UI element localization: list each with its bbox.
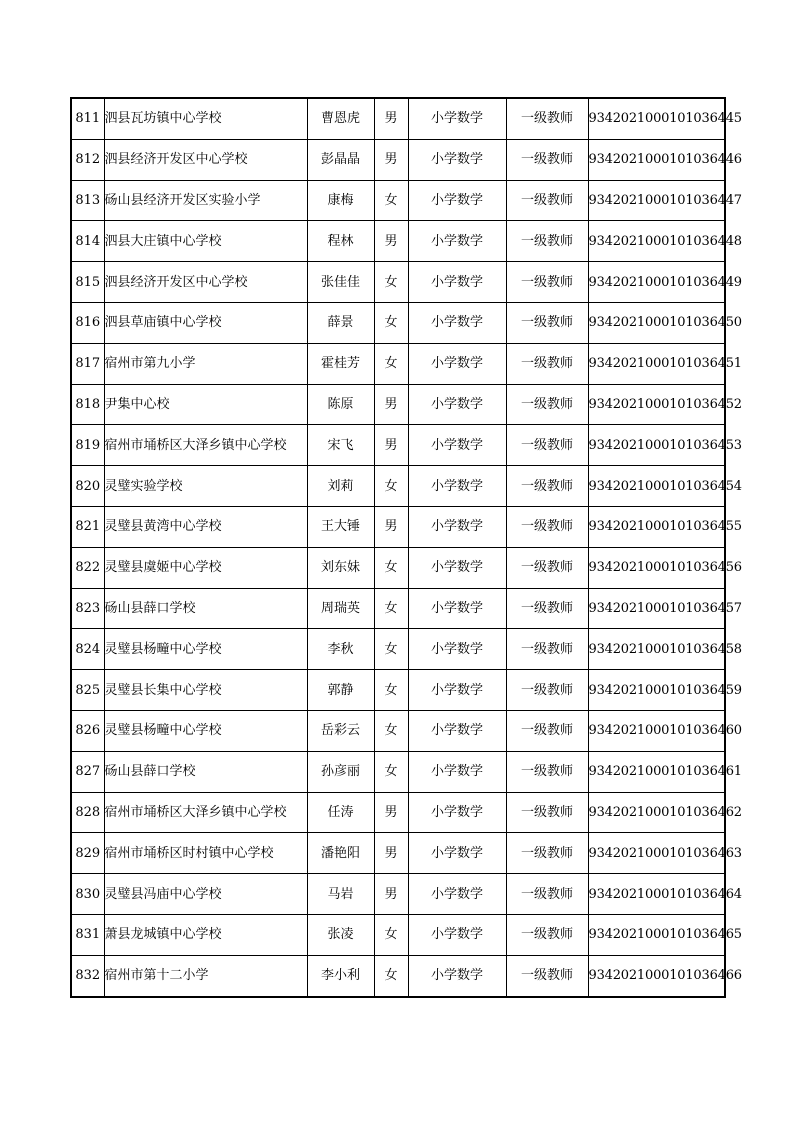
teacher-name: 陈原 bbox=[307, 384, 374, 425]
school-name: 萧县龙城镇中心学校 bbox=[104, 914, 307, 955]
teacher-roster-table bbox=[70, 97, 742, 998]
gender: 女 bbox=[374, 262, 408, 303]
gender: 男 bbox=[374, 833, 408, 874]
title-level: 一级教师 bbox=[506, 547, 588, 588]
row-number: 814 bbox=[71, 221, 104, 262]
school-name: 灵璧县杨疃中心学校 bbox=[104, 710, 307, 751]
row-number: 825 bbox=[71, 670, 104, 711]
school-name: 宿州市埇桥区大泽乡镇中心学校 bbox=[104, 792, 307, 833]
certificate-number: 9342021000101036459 bbox=[588, 670, 725, 711]
row-number: 819 bbox=[71, 425, 104, 466]
gender: 女 bbox=[374, 710, 408, 751]
school-name: 灵璧县杨疃中心学校 bbox=[104, 629, 307, 670]
row-number: 812 bbox=[71, 139, 104, 180]
table-row bbox=[71, 262, 725, 303]
teacher-name: 张佳佳 bbox=[307, 262, 374, 303]
school-name: 宿州市第十二小学 bbox=[104, 955, 307, 996]
table-row bbox=[71, 466, 725, 507]
gender: 男 bbox=[374, 425, 408, 466]
school-name: 泗县大庄镇中心学校 bbox=[104, 221, 307, 262]
row-number: 821 bbox=[71, 506, 104, 547]
table-row bbox=[71, 98, 725, 139]
table-row bbox=[71, 384, 725, 425]
gender: 男 bbox=[374, 139, 408, 180]
row-number: 827 bbox=[71, 751, 104, 792]
gender: 女 bbox=[374, 914, 408, 955]
subject: 小学数学 bbox=[408, 180, 506, 221]
roster-body bbox=[71, 98, 742, 997]
school-name: 宿州市第九小学 bbox=[104, 343, 307, 384]
row-number: 829 bbox=[71, 833, 104, 874]
gender: 男 bbox=[374, 874, 408, 915]
title-level: 一级教师 bbox=[506, 710, 588, 751]
row-number: 816 bbox=[71, 302, 104, 343]
teacher-name: 潘艳阳 bbox=[307, 833, 374, 874]
teacher-name: 任涛 bbox=[307, 792, 374, 833]
title-level: 一级教师 bbox=[506, 588, 588, 629]
row-number: 818 bbox=[71, 384, 104, 425]
subject: 小学数学 bbox=[408, 751, 506, 792]
certificate-number: 9342021000101036464 bbox=[588, 874, 725, 915]
school-name: 泗县经济开发区中心学校 bbox=[104, 262, 307, 303]
subject: 小学数学 bbox=[408, 833, 506, 874]
certificate-number: 9342021000101036447 bbox=[588, 180, 725, 221]
subject: 小学数学 bbox=[408, 506, 506, 547]
subject: 小学数学 bbox=[408, 425, 506, 466]
row-number: 826 bbox=[71, 710, 104, 751]
gender: 男 bbox=[374, 792, 408, 833]
certificate-number: 9342021000101036448 bbox=[588, 221, 725, 262]
teacher-name: 郭静 bbox=[307, 670, 374, 711]
gender: 女 bbox=[374, 343, 408, 384]
table-row bbox=[71, 874, 725, 915]
row-number: 822 bbox=[71, 547, 104, 588]
table-row bbox=[71, 547, 725, 588]
school-name: 宿州市埇桥区大泽乡镇中心学校 bbox=[104, 425, 307, 466]
certificate-number: 9342021000101036450 bbox=[588, 302, 725, 343]
title-level: 一级教师 bbox=[506, 670, 588, 711]
school-name: 宿州市埇桥区时村镇中心学校 bbox=[104, 833, 307, 874]
subject: 小学数学 bbox=[408, 98, 506, 139]
row-number: 820 bbox=[71, 466, 104, 507]
row-number: 830 bbox=[71, 874, 104, 915]
table-row bbox=[71, 670, 725, 711]
title-level: 一级教师 bbox=[506, 792, 588, 833]
row-number: 811 bbox=[71, 98, 104, 139]
certificate-number: 9342021000101036461 bbox=[588, 751, 725, 792]
subject: 小学数学 bbox=[408, 874, 506, 915]
title-level: 一级教师 bbox=[506, 221, 588, 262]
school-name: 泗县草庙镇中心学校 bbox=[104, 302, 307, 343]
gender: 女 bbox=[374, 670, 408, 711]
subject: 小学数学 bbox=[408, 139, 506, 180]
certificate-number: 9342021000101036466 bbox=[588, 955, 725, 996]
table-row bbox=[71, 710, 725, 751]
subject: 小学数学 bbox=[408, 629, 506, 670]
gender: 女 bbox=[374, 955, 408, 996]
teacher-name: 孙彦丽 bbox=[307, 751, 374, 792]
teacher-name: 薛景 bbox=[307, 302, 374, 343]
gender: 女 bbox=[374, 302, 408, 343]
school-name: 灵璧县长集中心学校 bbox=[104, 670, 307, 711]
gender: 男 bbox=[374, 98, 408, 139]
table-row bbox=[71, 914, 725, 955]
title-level: 一级教师 bbox=[506, 751, 588, 792]
certificate-number: 9342021000101036462 bbox=[588, 792, 725, 833]
school-name: 泗县瓦坊镇中心学校 bbox=[104, 98, 307, 139]
row-number: 813 bbox=[71, 180, 104, 221]
certificate-number: 9342021000101036455 bbox=[588, 506, 725, 547]
certificate-number: 9342021000101036446 bbox=[588, 139, 725, 180]
subject: 小学数学 bbox=[408, 670, 506, 711]
title-level: 一级教师 bbox=[506, 384, 588, 425]
row-number: 817 bbox=[71, 343, 104, 384]
school-name: 砀山县薛口学校 bbox=[104, 751, 307, 792]
title-level: 一级教师 bbox=[506, 629, 588, 670]
gender: 男 bbox=[374, 221, 408, 262]
row-number: 828 bbox=[71, 792, 104, 833]
certificate-number: 9342021000101036465 bbox=[588, 914, 725, 955]
school-name: 尹集中心校 bbox=[104, 384, 307, 425]
table-row bbox=[71, 221, 725, 262]
table-row bbox=[71, 506, 725, 547]
title-level: 一级教师 bbox=[506, 139, 588, 180]
subject: 小学数学 bbox=[408, 588, 506, 629]
subject: 小学数学 bbox=[408, 547, 506, 588]
school-name: 泗县经济开发区中心学校 bbox=[104, 139, 307, 180]
school-name: 灵璧实验学校 bbox=[104, 466, 307, 507]
gender: 男 bbox=[374, 506, 408, 547]
certificate-number: 9342021000101036460 bbox=[588, 710, 725, 751]
table-row bbox=[71, 792, 725, 833]
school-name: 灵璧县黄湾中心学校 bbox=[104, 506, 307, 547]
title-level: 一级教师 bbox=[506, 955, 588, 996]
row-number: 832 bbox=[71, 955, 104, 996]
table-row bbox=[71, 751, 725, 792]
table-row bbox=[71, 302, 725, 343]
row-number: 815 bbox=[71, 262, 104, 303]
subject: 小学数学 bbox=[408, 262, 506, 303]
title-level: 一级教师 bbox=[506, 180, 588, 221]
certificate-number: 9342021000101036449 bbox=[588, 262, 725, 303]
certificate-number: 9342021000101036454 bbox=[588, 466, 725, 507]
table-row bbox=[71, 180, 725, 221]
table-row bbox=[71, 343, 725, 384]
teacher-name: 马岩 bbox=[307, 874, 374, 915]
teacher-name: 曹恩虎 bbox=[307, 98, 374, 139]
certificate-number: 9342021000101036451 bbox=[588, 343, 725, 384]
title-level: 一级教师 bbox=[506, 302, 588, 343]
title-level: 一级教师 bbox=[506, 874, 588, 915]
subject: 小学数学 bbox=[408, 384, 506, 425]
subject: 小学数学 bbox=[408, 914, 506, 955]
teacher-name: 刘莉 bbox=[307, 466, 374, 507]
gender: 女 bbox=[374, 629, 408, 670]
subject: 小学数学 bbox=[408, 221, 506, 262]
title-level: 一级教师 bbox=[506, 262, 588, 303]
certificate-number: 9342021000101036463 bbox=[588, 833, 725, 874]
title-level: 一级教师 bbox=[506, 98, 588, 139]
certificate-number: 934202100010103644​5 bbox=[588, 98, 725, 139]
gender: 女 bbox=[374, 751, 408, 792]
row-number: 824 bbox=[71, 629, 104, 670]
subject: 小学数学 bbox=[408, 792, 506, 833]
title-level: 一级教师 bbox=[506, 466, 588, 507]
gender: 男 bbox=[374, 384, 408, 425]
teacher-name: 李小利 bbox=[307, 955, 374, 996]
table-row bbox=[71, 833, 725, 874]
subject: 小学数学 bbox=[408, 466, 506, 507]
teacher-name: 岳彩云 bbox=[307, 710, 374, 751]
title-level: 一级教师 bbox=[506, 833, 588, 874]
teacher-name: 王大锤 bbox=[307, 506, 374, 547]
school-name: 灵璧县冯庙中心学校 bbox=[104, 874, 307, 915]
teacher-name: 彭晶晶 bbox=[307, 139, 374, 180]
teacher-name: 刘东妹 bbox=[307, 547, 374, 588]
gender: 女 bbox=[374, 547, 408, 588]
certificate-number: 9342021000101036453 bbox=[588, 425, 725, 466]
gender: 女 bbox=[374, 466, 408, 507]
teacher-name: 康梅 bbox=[307, 180, 374, 221]
certificate-number: 9342021000101036452 bbox=[588, 384, 725, 425]
title-level: 一级教师 bbox=[506, 425, 588, 466]
row-number: 831 bbox=[71, 914, 104, 955]
table-row bbox=[71, 425, 725, 466]
teacher-name: 霍桂芳 bbox=[307, 343, 374, 384]
certificate-number: 9342021000101036457 bbox=[588, 588, 725, 629]
teacher-name: 李秋 bbox=[307, 629, 374, 670]
title-level: 一级教师 bbox=[506, 343, 588, 384]
teacher-name: 程林 bbox=[307, 221, 374, 262]
title-level: 一级教师 bbox=[506, 506, 588, 547]
subject: 小学数学 bbox=[408, 710, 506, 751]
table-row bbox=[71, 588, 725, 629]
subject: 小学数学 bbox=[408, 343, 506, 384]
table-row bbox=[71, 955, 725, 996]
school-name: 灵璧县虞姬中心学校 bbox=[104, 547, 307, 588]
table-row bbox=[71, 139, 725, 180]
teacher-name: 宋飞 bbox=[307, 425, 374, 466]
gender: 女 bbox=[374, 588, 408, 629]
certificate-number: 9342021000101036456 bbox=[588, 547, 725, 588]
title-level: 一级教师 bbox=[506, 914, 588, 955]
certificate-number: 9342021000101036458 bbox=[588, 629, 725, 670]
row-number: 823 bbox=[71, 588, 104, 629]
teacher-name: 周瑞英 bbox=[307, 588, 374, 629]
teacher-name: 张凌 bbox=[307, 914, 374, 955]
subject: 小学数学 bbox=[408, 955, 506, 996]
table-row bbox=[71, 629, 725, 670]
gender: 女 bbox=[374, 180, 408, 221]
school-name: 砀山县经济开发区实验小学 bbox=[104, 180, 307, 221]
school-name: 砀山县薛口学校 bbox=[104, 588, 307, 629]
subject: 小学数学 bbox=[408, 302, 506, 343]
